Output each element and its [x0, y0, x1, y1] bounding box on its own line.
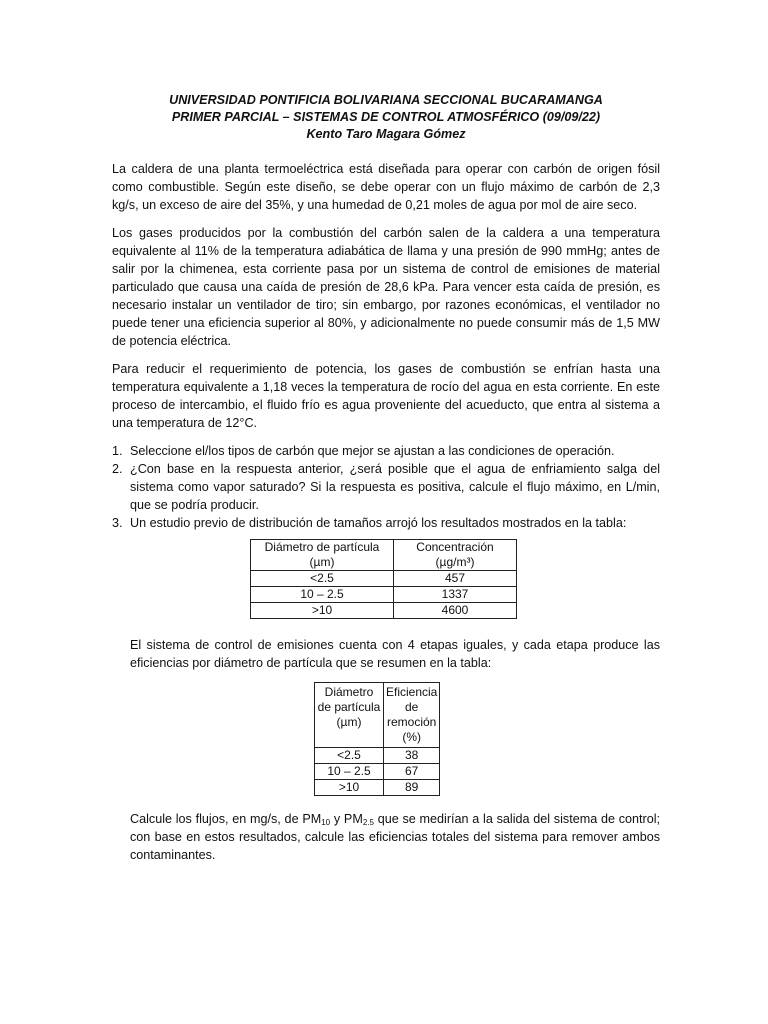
table-cell: >10 — [315, 780, 384, 796]
column-header: Diámetro de partícula (µm) — [251, 540, 394, 571]
table-cell: 38 — [384, 748, 440, 764]
subscript: 2.5 — [362, 818, 374, 827]
subscript: 10 — [321, 818, 331, 827]
question-number: 3. — [112, 516, 123, 530]
table-cell: 10 – 2.5 — [315, 764, 384, 780]
document-header — [112, 92, 660, 143]
student-name: Kento Taro Magara Gómez — [306, 127, 466, 141]
table-cell: 1337 — [394, 587, 517, 603]
table-cell: >10 — [251, 603, 394, 619]
removal-efficiency-table — [314, 682, 440, 796]
table-cell: 457 — [394, 571, 517, 587]
final-text-part: que se medirían a la salida del sistema de control; con base en estos resultados, calcule las eficiencias totales del sistema para remover ambos contaminantes. — [130, 812, 661, 862]
table-cell: 67 — [384, 764, 440, 780]
university-title: UNIVERSIDAD PONTIFICIA BOLIVARIANA SECCIONAL BUCARAMANGA — [169, 93, 603, 107]
column-header: Diámetro de partícula (µm) — [315, 683, 384, 748]
table-row — [315, 780, 440, 796]
table-cell: <2.5 — [315, 748, 384, 764]
question-list — [112, 442, 660, 532]
final-text-part: Calcule los flujos, en mg/s, de PM — [130, 812, 322, 826]
question-number: 2. — [112, 462, 123, 476]
table-cell: <2.5 — [251, 571, 394, 587]
question-text: Seleccione el/los tipos de carbón que mejor se ajustan a las condiciones de operación. — [130, 444, 615, 458]
final-text-part: y PM — [330, 812, 363, 826]
question-text: Un estudio previo de distribución de tamaños arrojó los resultados mostrados en la tabla: — [130, 516, 627, 530]
table-row — [251, 603, 517, 619]
table-row — [315, 764, 440, 780]
paragraph-gases: Los gases producidos por la combustión del carbón salen de la caldera a una temperatura equivalente al 11% de la temperatura adiabática de llama y una presión de 990 mmHg; antes de salir por la chimenea, esta corriente pasa por un sistema de control de emisiones de material particulado que causa una caída de presión de 28,6 kPa. Para vencer esta caída de presión, es necesario instalar un ventilador de tiro; sin embargo, por razones económicas, el ventilador no puede tener una eficiencia superior al 80%, y adicionalmente no puede consumir más de 1,5 MW de potencia eléctrica. — [112, 226, 660, 348]
exam-title: PRIMER PARCIAL – SISTEMAS DE CONTROL ATMOSFÉRICO (09/09/22) — [171, 110, 601, 124]
document-page — [112, 92, 660, 874]
question-item — [112, 514, 660, 532]
table-header-row — [315, 683, 440, 748]
table-cell: 89 — [384, 780, 440, 796]
paragraph-final-question — [130, 810, 660, 864]
table-row — [315, 748, 440, 764]
question-item — [112, 460, 660, 514]
table-header-row — [251, 540, 517, 571]
paragraph-boiler: La caldera de una planta termoeléctrica está diseñada para operar con carbón de origen fósil como combustible. Según este diseño, se debe operar con un flujo máximo de carbón de 2,3 kg/s, un exceso de aire del 35%, y una humedad de 0,21 moles de agua por mol de aire seco. — [112, 162, 660, 212]
question-number: 1. — [112, 444, 123, 458]
paragraph-control-stages: El sistema de control de emisiones cuenta con 4 etapas iguales, y cada etapa produce las eficiencias por diámetro de partícula que se resumen en la tabla: — [130, 638, 660, 670]
table-cell: 4600 — [394, 603, 517, 619]
question-text: ¿Con base en la respuesta anterior, ¿será posible que el agua de enfriamiento salga del sistema como vapor saturado? Si la respuesta es positiva, calcule el flujo máximo, en L/min, que se podría producir. — [130, 462, 660, 512]
column-header: Eficiencia de remoción (%) — [384, 683, 440, 748]
table-cell: 10 – 2.5 — [251, 587, 394, 603]
table-row — [251, 571, 517, 587]
question-item — [112, 442, 660, 460]
paragraph-cooling: Para reducir el requerimiento de potencia, los gases de combustión se enfrían hasta una temperatura equivalente a 1,18 veces la temperatura de rocío del agua en esta corriente. En este proceso de intercambio, el fluido frío es agua proveniente del acueducto, que entra al sistema a una temperatura de 12°C. — [112, 362, 660, 430]
column-header: Concentración (µg/m³) — [394, 540, 517, 571]
table-row — [251, 587, 517, 603]
particle-concentration-table — [250, 539, 517, 619]
